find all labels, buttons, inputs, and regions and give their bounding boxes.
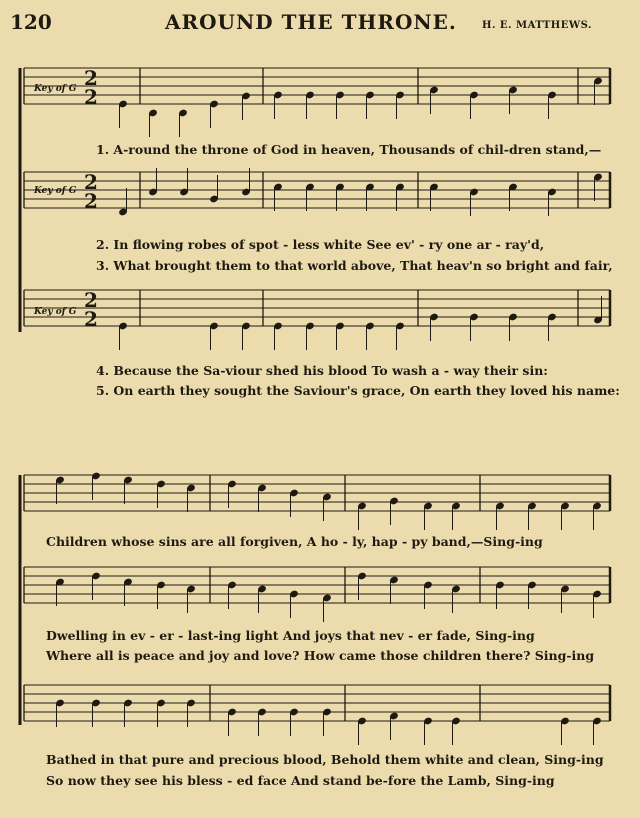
lyric-line-8: Where all is peace and joy and love? How came those children there? Sing-ing <box>46 648 595 663</box>
lyric-line-6: Children whose sins are all forgiven, A ho - ly, hap - py band,—Sing-ing <box>46 534 543 549</box>
lyric-line-4: 4. Because the Sa-viour shed his blood To wash a - way their sin: <box>96 363 548 378</box>
key-signature-label: Key of G <box>34 307 77 317</box>
lyric-line-10: So now they see his bless - ed face And stand be-fore the Lamb, Sing-ing <box>46 773 555 788</box>
key-signature-label: Key of G <box>34 84 77 94</box>
lyric-line-3: 3. What brought them to that world above, That heav'n so bright and fair, <box>96 258 613 273</box>
lyric-line-1: 1. A-round the throne of God in heaven, Thousands of chil-dren stand,— <box>96 142 602 157</box>
time-signature-top: 2 <box>84 66 98 90</box>
time-signature-top: 2 <box>84 288 98 312</box>
lyric-line-7: Dwelling in ev - er - last-ing light And joys that nev - er fade, Sing-ing <box>46 628 535 643</box>
time-signature-bottom: 2 <box>84 85 98 109</box>
time-signature-bottom: 2 <box>84 307 98 331</box>
time-signature-top: 2 <box>84 170 98 194</box>
lyric-line-5: 5. On earth they sought the Saviour's grace, On earth they loved his name: <box>96 383 620 398</box>
page-number: 120 <box>10 10 52 34</box>
key-signature-label: Key of G <box>34 186 77 196</box>
composer-name: H. E. MATTHEWS. <box>482 20 592 31</box>
time-signature-bottom: 2 <box>84 189 98 213</box>
hymn-title: AROUND THE THRONE. <box>165 10 457 34</box>
lyric-line-9: Bathed in that pure and precious blood, Behold them white and clean, Sing-ing <box>46 752 604 767</box>
lyric-line-2: 2. In flowing robes of spot - less white See ev' - ry one ar - ray'd, <box>96 237 545 252</box>
